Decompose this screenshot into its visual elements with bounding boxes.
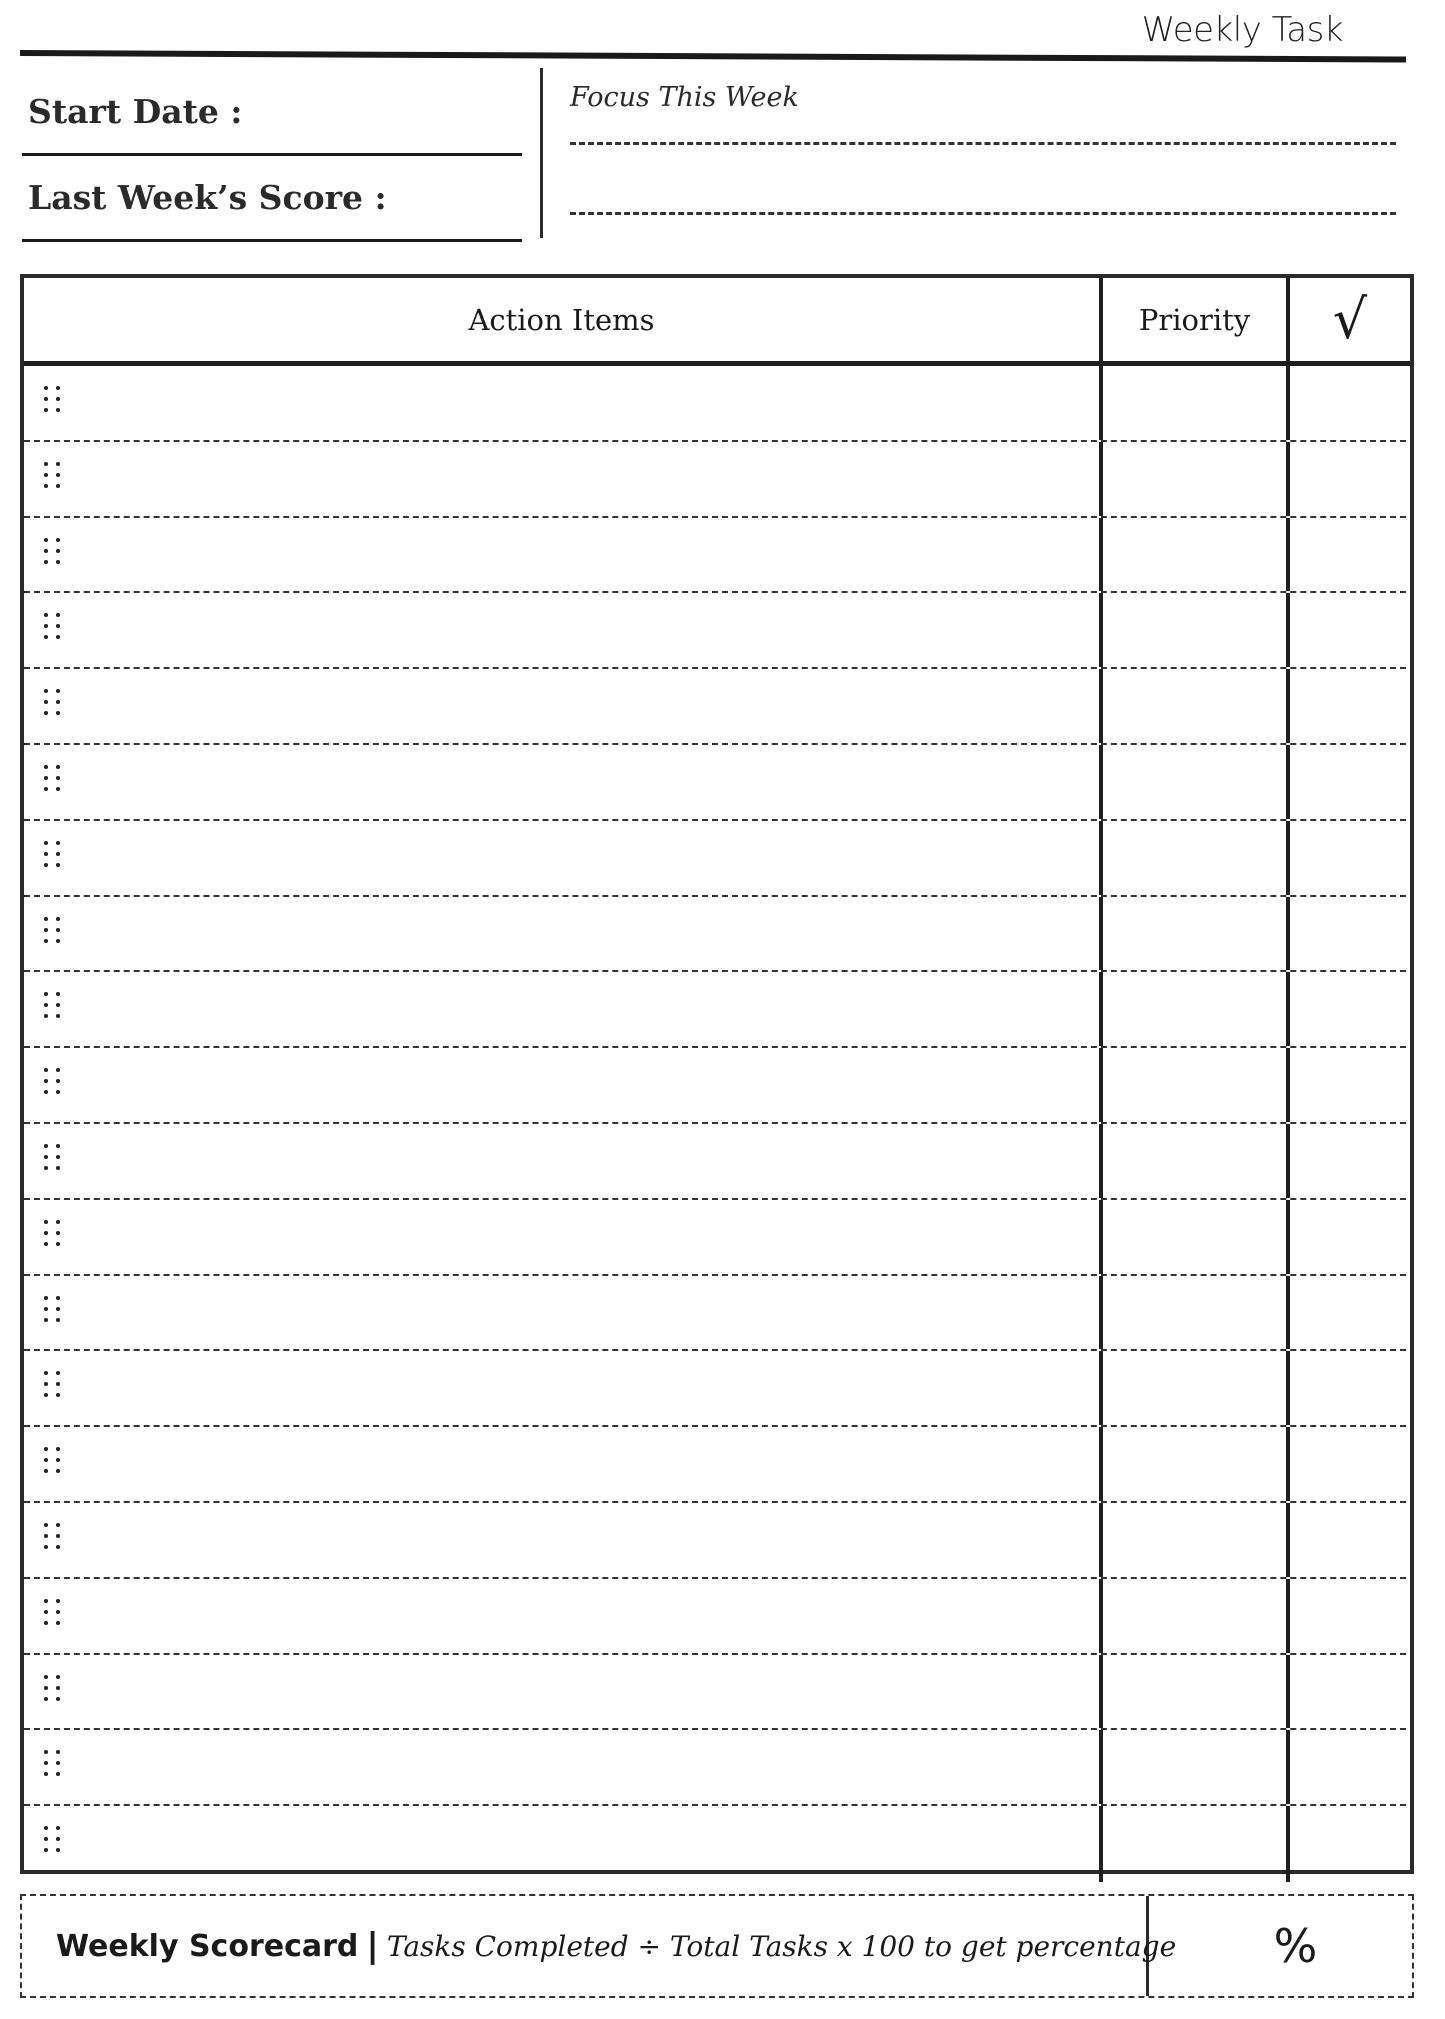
drag-handle-icon <box>44 1068 64 1096</box>
action-item-cell[interactable] <box>24 1730 1103 1804</box>
action-item-cell[interactable] <box>24 1806 1103 1882</box>
task-table <box>20 274 1414 1874</box>
check-cell[interactable] <box>1290 1276 1406 1350</box>
action-item-cell[interactable] <box>24 745 1103 819</box>
priority-cell[interactable] <box>1103 669 1290 743</box>
table-row <box>24 1730 1406 1806</box>
drag-handle-icon <box>44 1371 64 1399</box>
last-week-score-label: Last Week’s Score : <box>28 178 387 217</box>
focus-section <box>570 70 1396 218</box>
check-cell[interactable] <box>1290 1427 1406 1501</box>
info-divider <box>540 68 543 238</box>
action-item-cell[interactable] <box>24 897 1103 971</box>
action-item-cell[interactable] <box>24 1200 1103 1274</box>
task-rows <box>24 366 1410 1882</box>
priority-cell[interactable] <box>1103 1806 1290 1882</box>
check-cell[interactable] <box>1290 669 1406 743</box>
drag-handle-icon <box>44 992 64 1020</box>
table-row <box>24 1427 1406 1503</box>
drag-handle-icon <box>44 1599 64 1627</box>
drag-handle-icon <box>44 1447 64 1475</box>
check-cell[interactable] <box>1290 1806 1406 1882</box>
check-cell[interactable] <box>1290 1503 1406 1577</box>
priority-cell[interactable] <box>1103 897 1290 971</box>
table-row <box>24 1655 1406 1731</box>
action-item-cell[interactable] <box>24 1124 1103 1198</box>
last-week-score-field[interactable] <box>22 156 522 242</box>
priority-cell[interactable] <box>1103 1124 1290 1198</box>
header-action-items: Action Items <box>24 278 1103 361</box>
weekly-scorecard <box>20 1894 1414 1998</box>
drag-handle-icon <box>44 386 64 414</box>
table-row <box>24 1200 1406 1276</box>
priority-cell[interactable] <box>1103 593 1290 667</box>
priority-cell[interactable] <box>1103 1579 1290 1653</box>
action-item-cell[interactable] <box>24 366 1103 440</box>
drag-handle-icon <box>44 1296 64 1324</box>
priority-cell[interactable] <box>1103 1048 1290 1122</box>
start-date-label: Start Date : <box>28 92 243 131</box>
check-cell[interactable] <box>1290 1048 1406 1122</box>
action-item-cell[interactable] <box>24 1655 1103 1729</box>
check-cell[interactable] <box>1290 1655 1406 1729</box>
drag-handle-icon <box>44 917 64 945</box>
priority-cell[interactable] <box>1103 366 1290 440</box>
priority-cell[interactable] <box>1103 1351 1290 1425</box>
drag-handle-icon <box>44 1523 64 1551</box>
action-item-cell[interactable] <box>24 1579 1103 1653</box>
focus-label: Focus This Week <box>570 82 799 113</box>
focus-line-2[interactable] <box>570 212 1396 218</box>
check-cell[interactable] <box>1290 1200 1406 1274</box>
check-cell[interactable] <box>1290 972 1406 1046</box>
action-item-cell[interactable] <box>24 1503 1103 1577</box>
drag-handle-icon <box>44 1675 64 1703</box>
action-item-cell[interactable] <box>24 518 1103 592</box>
table-row <box>24 972 1406 1048</box>
priority-cell[interactable] <box>1103 1276 1290 1350</box>
priority-cell[interactable] <box>1103 1503 1290 1577</box>
priority-cell[interactable] <box>1103 1730 1290 1804</box>
scorecard-title: Weekly Scorecard <box>56 1928 359 1964</box>
check-cell[interactable] <box>1290 1351 1406 1425</box>
check-cell[interactable] <box>1290 897 1406 971</box>
action-item-cell[interactable] <box>24 1427 1103 1501</box>
header-priority: Priority <box>1103 278 1290 361</box>
check-cell[interactable] <box>1290 442 1406 516</box>
table-row <box>24 1048 1406 1124</box>
page-header <box>0 0 1445 60</box>
table-row <box>24 1503 1406 1579</box>
scorecard-separator: | <box>366 1926 379 1966</box>
priority-cell[interactable] <box>1103 442 1290 516</box>
page-title: Weekly Task <box>1141 10 1343 50</box>
scorecard-percent-field[interactable] <box>1149 1896 1412 1996</box>
priority-cell[interactable] <box>1103 821 1290 895</box>
drag-handle-icon <box>44 462 64 490</box>
table-row <box>24 1806 1406 1882</box>
action-item-cell[interactable] <box>24 972 1103 1046</box>
check-cell[interactable] <box>1290 1579 1406 1653</box>
priority-cell[interactable] <box>1103 972 1290 1046</box>
table-row <box>24 1351 1406 1427</box>
scorecard-formula: Tasks Completed ÷ Total Tasks x 100 to get percentage <box>386 1929 1177 1963</box>
table-row <box>24 518 1406 594</box>
drag-handle-icon <box>44 1750 64 1778</box>
scorecard-text <box>22 1896 1177 1996</box>
header-check <box>1290 278 1410 361</box>
check-cell[interactable] <box>1290 821 1406 895</box>
focus-line-1[interactable] <box>570 142 1396 148</box>
priority-cell[interactable] <box>1103 1200 1290 1274</box>
start-date-field[interactable] <box>22 70 522 156</box>
drag-handle-icon <box>44 841 64 869</box>
table-row <box>24 669 1406 745</box>
action-item-cell[interactable] <box>24 821 1103 895</box>
check-cell[interactable] <box>1290 518 1406 592</box>
table-row <box>24 745 1406 821</box>
table-row <box>24 593 1406 669</box>
priority-cell[interactable] <box>1103 745 1290 819</box>
table-row <box>24 1579 1406 1655</box>
action-item-cell[interactable] <box>24 669 1103 743</box>
drag-handle-icon <box>44 689 64 717</box>
info-fields <box>22 70 522 242</box>
table-row <box>24 366 1406 442</box>
drag-handle-icon <box>44 1826 64 1854</box>
check-cell[interactable] <box>1290 593 1406 667</box>
drag-handle-icon <box>44 613 64 641</box>
check-cell[interactable] <box>1290 1124 1406 1198</box>
priority-cell[interactable] <box>1103 1427 1290 1501</box>
priority-cell[interactable] <box>1103 518 1290 592</box>
table-row <box>24 1124 1406 1200</box>
checkmark-icon: √ <box>1332 288 1368 351</box>
table-row <box>24 442 1406 518</box>
drag-handle-icon <box>44 538 64 566</box>
action-item-cell[interactable] <box>24 442 1103 516</box>
table-row <box>24 821 1406 897</box>
check-cell[interactable] <box>1290 1730 1406 1804</box>
drag-handle-icon <box>44 765 64 793</box>
drag-handle-icon <box>44 1220 64 1248</box>
table-header <box>24 278 1410 366</box>
table-row <box>24 897 1406 973</box>
check-cell[interactable] <box>1290 745 1406 819</box>
action-item-cell[interactable] <box>24 1351 1103 1425</box>
action-item-cell[interactable] <box>24 1048 1103 1122</box>
header-rule <box>20 50 1406 63</box>
check-cell[interactable] <box>1290 366 1406 440</box>
drag-handle-icon <box>44 1144 64 1172</box>
table-row <box>24 1276 1406 1352</box>
priority-cell[interactable] <box>1103 1655 1290 1729</box>
action-item-cell[interactable] <box>24 593 1103 667</box>
percent-symbol: % <box>1273 1919 1318 1973</box>
action-item-cell[interactable] <box>24 1276 1103 1350</box>
